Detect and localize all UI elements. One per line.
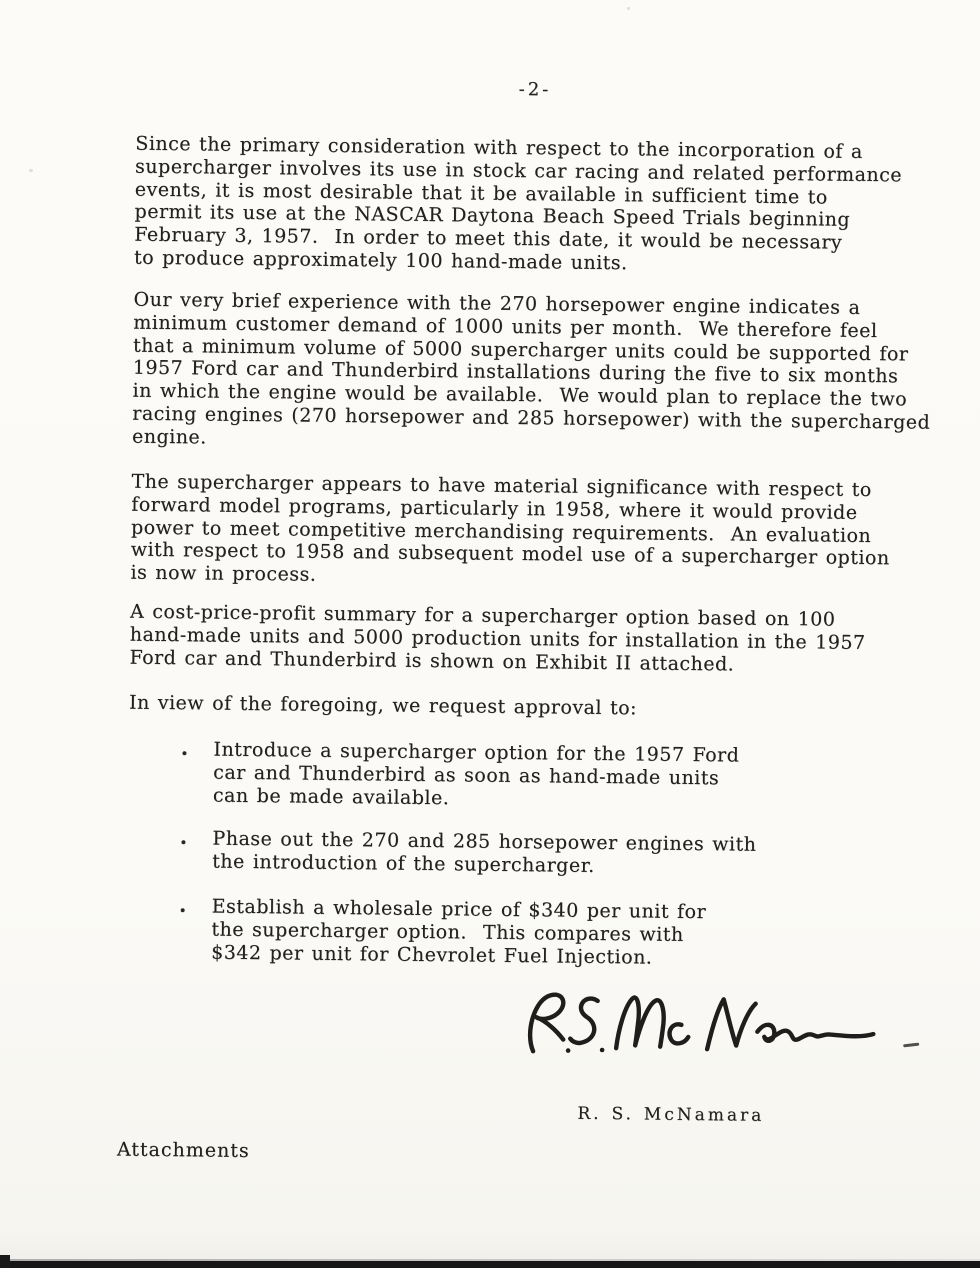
paragraph-forward-models: The supercharger appears to have material significance with respect to forward model programs, particularly in 1958, where it would provide power to meet competitive merchandising requirements. An evaluation with respect to 1958 and subsequent model use of a supercharger option is now in process. xyxy=(130,470,890,586)
bullet-dot xyxy=(182,751,186,755)
bullet-dot xyxy=(181,908,185,912)
paragraph-intro-racing: Since the primary consideration with respect to the incorporation of a supercharger involves its use in stock car racing and related performance events, it is most desirable that it be available in sufficient time to permit its use at the NASCAR Daytona Beach Speed Trials beginning February 3, 1957. In order to meet this date, it would be necessary to produce approximately 100 hand-made units. xyxy=(133,132,903,275)
scan-edge-notch xyxy=(0,1255,10,1268)
attachments-label: Attachments xyxy=(116,1138,250,1162)
scan-speck xyxy=(627,7,630,10)
bullet-text: Introduce a supercharger option for the 1957 Ford car and Thunderbird as soon as hand-made units can be made available. xyxy=(212,738,740,809)
handwritten-signature xyxy=(521,987,878,1081)
page-number: -2- xyxy=(518,78,552,101)
scan-edge-bar xyxy=(0,1261,980,1268)
scan-speck xyxy=(29,169,33,172)
bullet-item-introduce-option xyxy=(182,738,740,813)
paragraph-demand-volume: Our very brief experience with the 270 horsepower engine indicates a minimum customer demand of 1000 units per month. We therefore feel that a minimum volume of 5000 supercharger units could be supported for 1957 Ford car and Thunderbird installations during the five to six months in which the engine would be available. We would plan to replace the two racing engines (270 horsepower and 285 horsepower) with the supercharged engine. xyxy=(131,288,931,449)
bullet-dot xyxy=(181,840,185,844)
paragraph-cost-summary: A cost-price-profit summary for a supercharger option based on 100 hand-made units and 5000 production units for installation in the 1957 Ford car and Thunderbird is shown on Exhibit II attached. xyxy=(129,600,866,676)
bullet-item-wholesale-price xyxy=(180,895,706,969)
bullet-item-phase-out-engines xyxy=(181,827,756,879)
scan-speck xyxy=(424,144,427,146)
pen-dash-mark xyxy=(903,1043,919,1048)
signature-typed-name: R. S. McNamara xyxy=(577,1103,765,1126)
bullet-text: Establish a wholesale price of $340 per unit for the supercharger option. This compares with $342 per unit for Chevrolet Fuel Injection. xyxy=(211,895,707,969)
bullet-text: Phase out the 270 and 285 horsepower engines with the introduction of the supercharger. xyxy=(212,827,757,877)
paragraph-request-approval: In view of the foregoing, we request approval to: xyxy=(128,691,638,720)
